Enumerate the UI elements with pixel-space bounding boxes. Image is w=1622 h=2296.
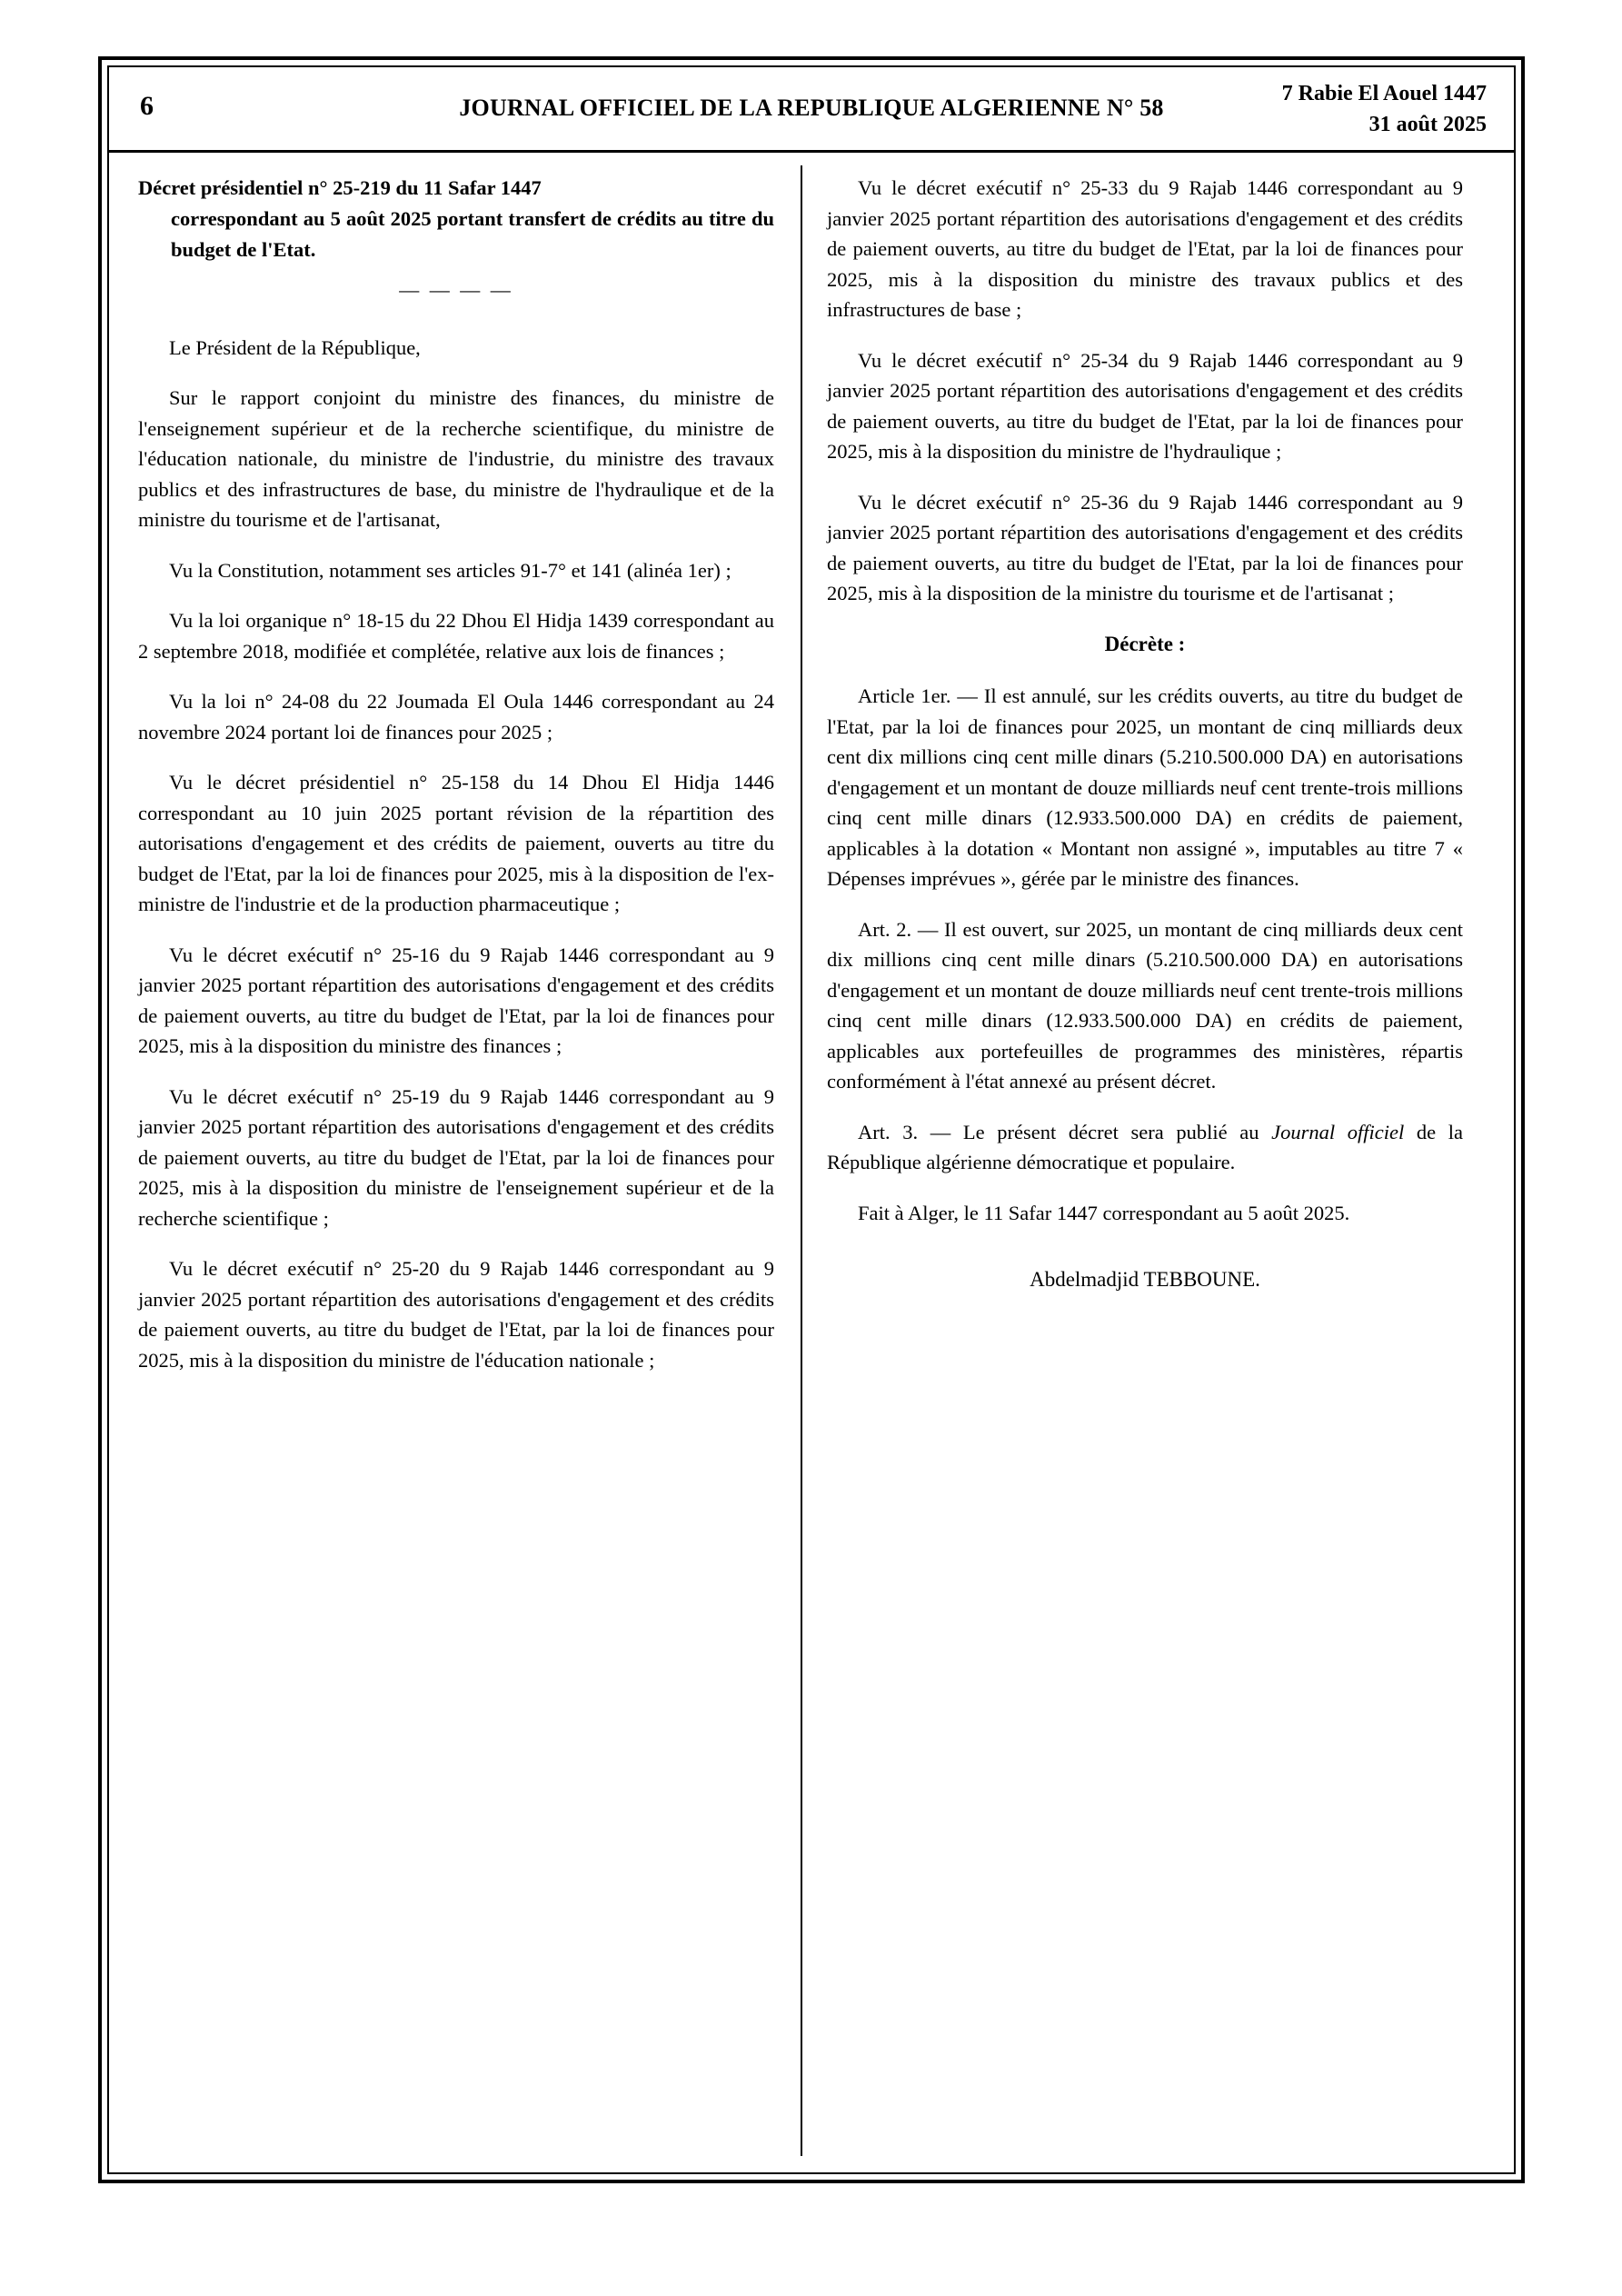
article-3-suffix: de la République algérienne démocratique et populaire.: [827, 1120, 1463, 1173]
journal-title: JOURNAL OFFICIEL DE LA REPUBLIQUE ALGERIENNE N° 58: [459, 95, 1164, 121]
decree-title: [138, 173, 774, 265]
paragraph-loi-organique: Vu la loi organique n° 18-15 du 22 Dhou El Hidja 1439 correspondant au 2 septembre 2018, modifiée et complétée, relative aux lois de finances ;: [138, 609, 774, 663]
date-gregorian: 31 août 2025: [1368, 113, 1487, 136]
article-3-italic: Journal officiel: [1271, 1120, 1405, 1143]
paragraph-constitution: Vu la Constitution, notamment ses articles 91-7° et 141 (alinéa 1er) ;: [169, 558, 731, 582]
article-2: Art. 2. — Il est ouvert, sur 2025, un montant de cinq milliards deux cent dix millions cinq cent mille dinars (5.210.500.000 DA) en autorisations d'engagement et un montant de douze milliards neuf cent trente-trois millions cinq cent mille dinars (12.933.500.000 DA) en crédits de paiement, applicables aux portefeuilles de programmes des ministères, répartis conformément à l'état annexé au présent décret.: [827, 917, 1463, 1093]
paragraph-decret-25-33: Vu le décret exécutif n° 25-33 du 9 Rajab 1446 correspondant au 9 janvier 2025 portant répartition des autorisations d'engagement et des crédits de paiement ouverts, au titre du budget de l'Etat, par la loi de finances pour 2025, mis à la disposition du ministre des travaux publics et des infrastructures de base ;: [827, 176, 1463, 321]
closing-statement: Fait à Alger, le 11 Safar 1447 correspondant au 5 août 2025.: [858, 1201, 1350, 1224]
paragraph-rapport: Sur le rapport conjoint du ministre des finances, du ministre de l'enseignement supérieur et de la recherche scientifique, du ministre de l'éducation nationale, du ministre de l'industrie, du ministre des travaux publics et des infrastructures de base, du ministre de l'hydraulique et de la ministre du tourisme et de l'artisanat,: [138, 386, 774, 531]
paragraph-decret-25-34: Vu le décret exécutif n° 25-34 du 9 Rajab 1446 correspondant au 9 janvier 2025 portant répartition des autorisations d'engagement et des crédits de paiement ouverts, au titre du budget de l'Etat, par la loi de finances pour 2025, mis à la disposition du ministre de l'hydraulique ;: [827, 348, 1463, 463]
header-dates: [1282, 78, 1487, 140]
decree-title-line1: Décret présidentiel n° 25-219 du 11 Safar 1447: [138, 176, 542, 199]
signature: Abdelmadjid TEBBOUNE.: [1030, 1268, 1260, 1291]
paragraph-decret-25-36: Vu le décret exécutif n° 25-36 du 9 Rajab 1446 correspondant au 9 janvier 2025 portant répartition des autorisations d'engagement et des crédits de paiement ouverts, au titre du budget de l'Etat, par la loi de finances pour 2025, mis à la disposition de la ministre du tourisme et de l'artisanat ;: [827, 490, 1463, 604]
article-1: Article 1er. — Il est annulé, sur les crédits ouverts, au titre du budget de l'Etat, par la loi de finances pour 2025, un montant de cinq milliards deux cent dix millions cinq cent mille dinars (5.210.500.000 DA) en autorisations d'engagement et un montant de douze milliards neuf cent trente-trois millions cinq cent mille dinars (12.933.500.000 DA) en crédits de paiement, applicables à la dotation « Montant non assigné », imputables au titre 7 « Dépenses imprévues », gérée par le ministre des finances.: [827, 684, 1463, 890]
page-header: [109, 67, 1514, 153]
left-column: [138, 173, 774, 1395]
date-hijri: 7 Rabie El Aouel 1447: [1281, 82, 1487, 105]
page-content: [109, 67, 1514, 2172]
decree-title-rest: correspondant au 5 août 2025 portant transfert de crédits au titre du budget de l'Etat.: [171, 207, 774, 261]
paragraph-decret-25-158: Vu le décret présidentiel n° 25-158 du 14 Dhou El Hidja 1446 correspondant au 10 juin 2025 portant révision de la répartition des autorisations d'engagement et des crédits de paiement, ouverts au titre du budget de l'Etat, par la loi de finances pour 2025, mis à la disposition de l'ex-ministre de l'industrie et de la production pharmaceutique ;: [138, 771, 774, 915]
article-3: [827, 1117, 1463, 1178]
paragraph-loi-2408: Vu la loi n° 24-08 du 22 Joumada El Oula 1446 correspondant au 24 novembre 2024 portant loi de finances pour 2025 ;: [138, 690, 774, 744]
column-divider: [801, 165, 802, 2156]
right-column: [827, 173, 1463, 1295]
page-border-inner: [107, 65, 1516, 2174]
dash-separator: — — — —: [399, 278, 513, 301]
decrete-label: Décrète :: [1104, 632, 1186, 655]
article-3-prefix: Art. 3. — Le présent décret sera publié au: [858, 1120, 1272, 1143]
body-area: [109, 153, 1514, 2172]
paragraph-decret-25-16: Vu le décret exécutif n° 25-16 du 9 Rajab 1446 correspondant au 9 janvier 2025 portant répartition des autorisations d'engagement et des crédits de paiement ouverts, au titre du budget de l'Etat, par la loi de finances pour 2025, mis à la disposition du ministre des finances ;: [138, 943, 774, 1057]
paragraph-decret-25-19: Vu le décret exécutif n° 25-19 du 9 Rajab 1446 correspondant au 9 janvier 2025 portant répartition des autorisations d'engagement et des crédits de paiement ouverts, au titre du budget de l'Etat, par la loi de finances pour 2025, mis à la disposition du ministre de l'enseignement supérieur et de la recherche scientifique ;: [138, 1084, 774, 1230]
page-number: 6: [140, 91, 154, 121]
paragraph-president: Le Président de la République,: [169, 335, 421, 359]
paragraph-decret-25-20: Vu le décret exécutif n° 25-20 du 9 Rajab 1446 correspondant au 9 janvier 2025 portant répartition des autorisations d'engagement et des crédits de paiement ouverts, au titre du budget de l'Etat, par la loi de finances pour 2025, mis à la disposition du ministre de l'éducation nationale ;: [138, 1257, 774, 1372]
page-border-outer: [98, 56, 1525, 2183]
